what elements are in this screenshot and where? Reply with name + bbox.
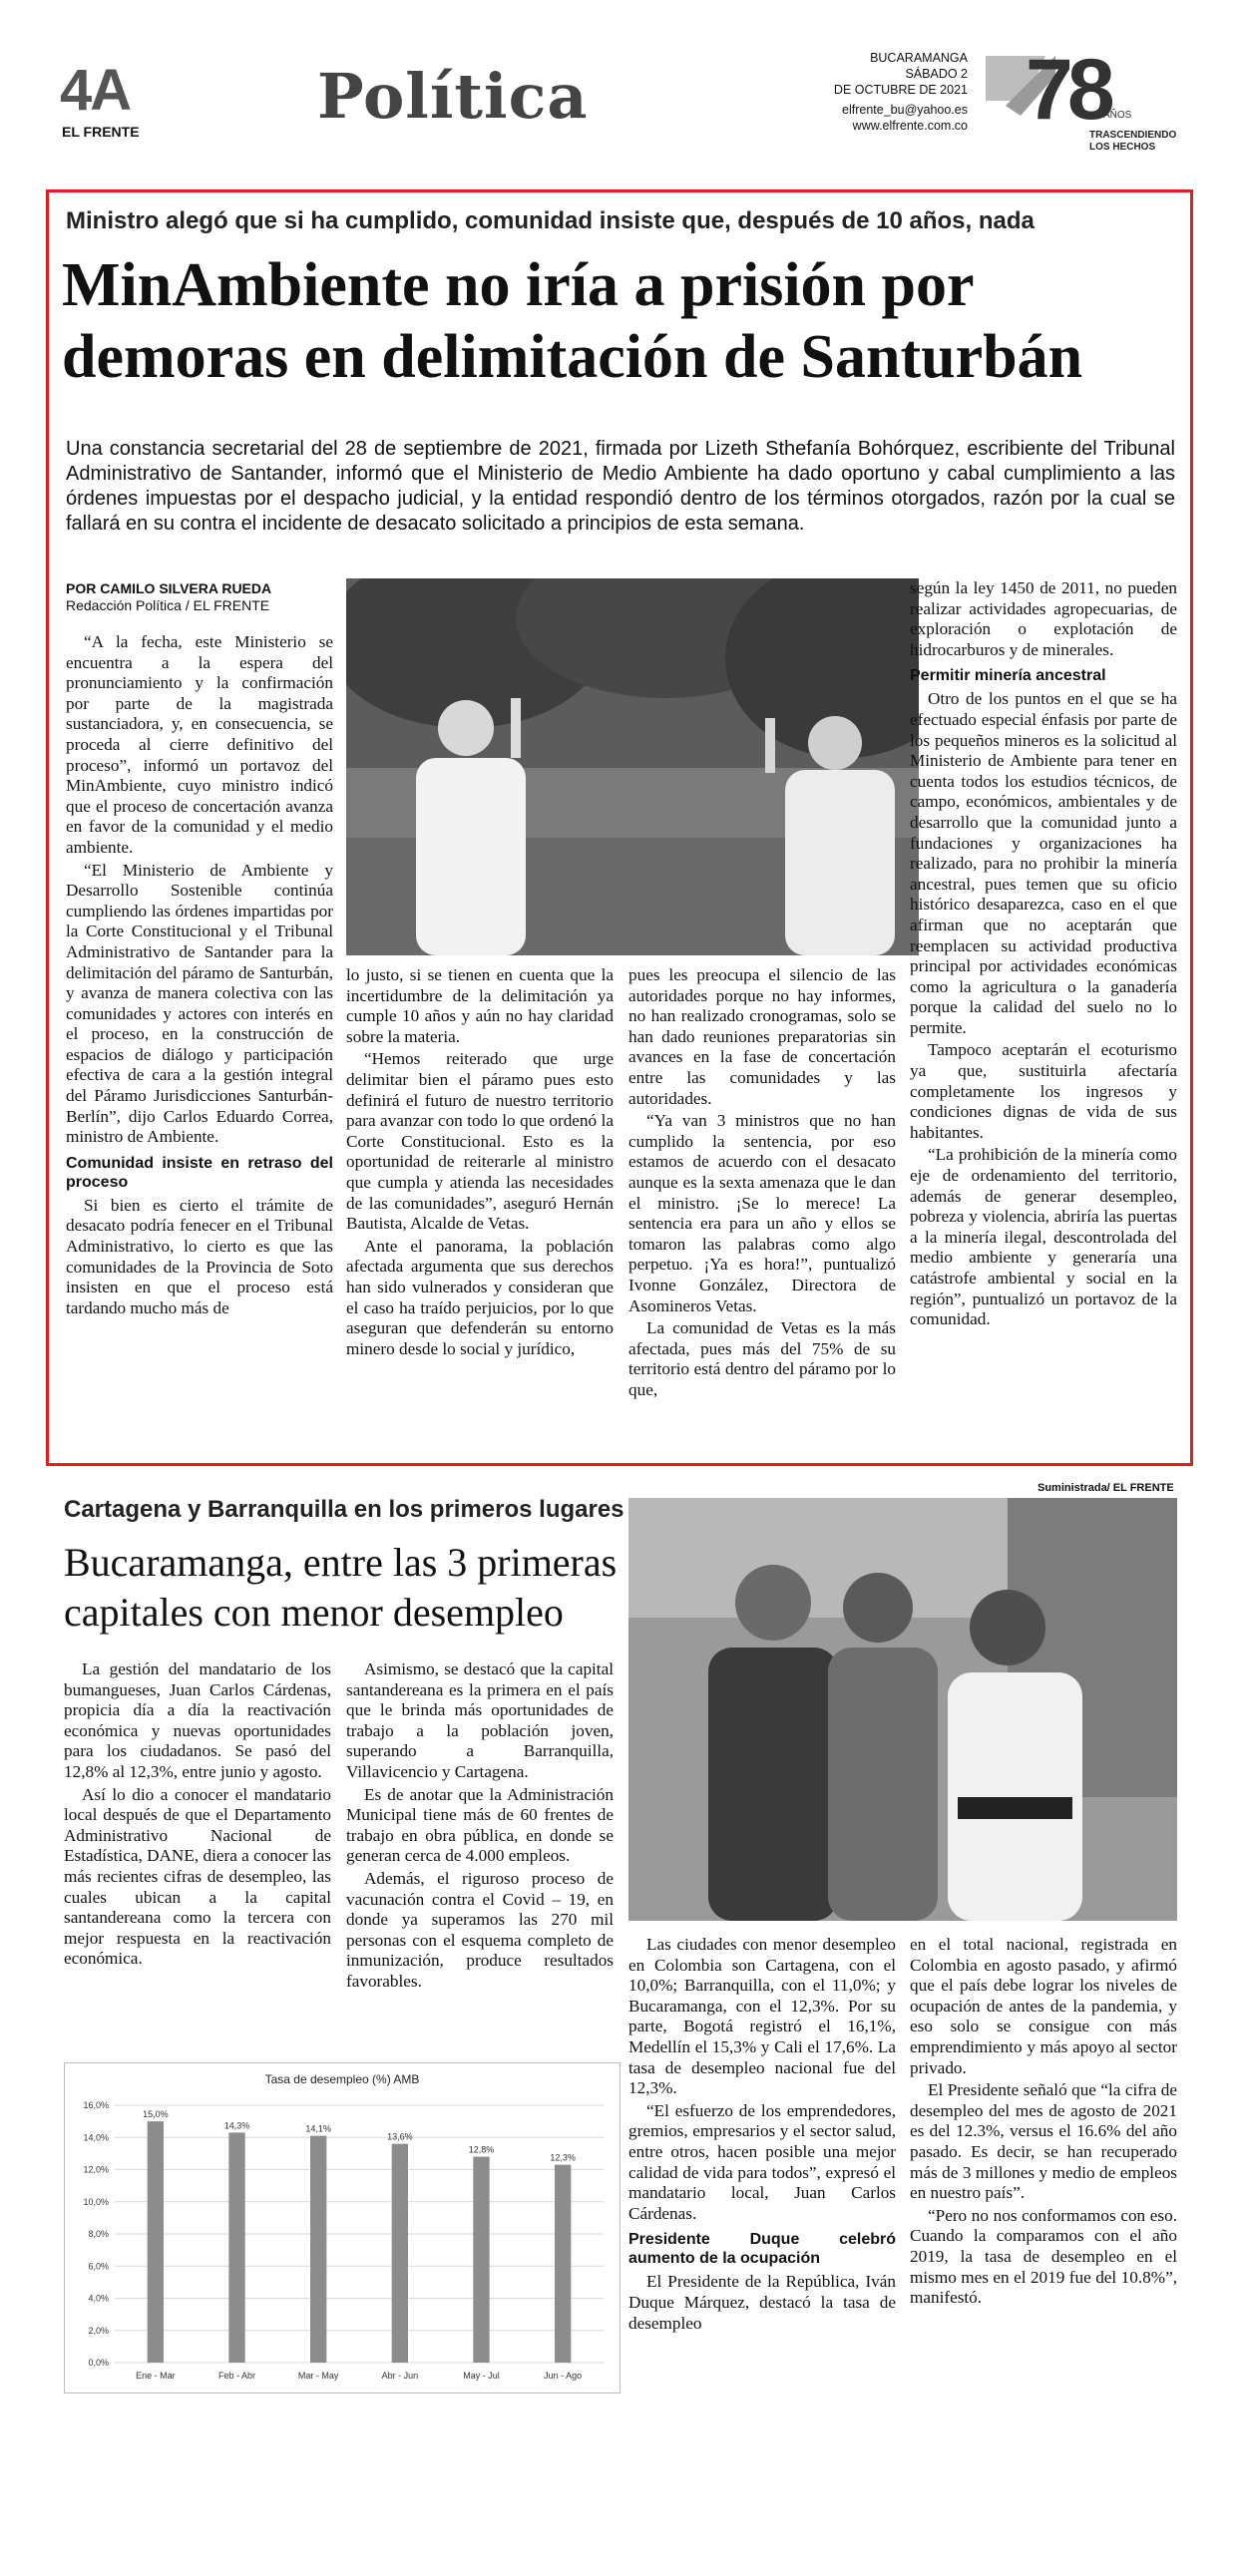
bar-data-label: 14,1% xyxy=(305,2123,331,2134)
x-tick-label: Abr - Jun xyxy=(381,2371,419,2381)
bar-data-label: 12,8% xyxy=(468,2144,495,2155)
date-line-1: SÁBADO 2 xyxy=(905,67,968,81)
x-tick-label: Mar - May xyxy=(297,2371,339,2381)
paragraph: “El esfuerzo de los emprendedores, gremios, empresarios y el sector salud, entre otros, hacen posible una mejor calidad de vida para todos”, expresó el mandatario local, Juan Carlos Cárdenas. xyxy=(628,2100,896,2223)
bar-data-label: 15,0% xyxy=(143,2109,169,2120)
bar xyxy=(555,2165,571,2363)
bar-data-label: 13,6% xyxy=(387,2131,413,2142)
anniversary-slogan-1: TRASCENDIENDO xyxy=(1089,130,1177,141)
second-headline-line-1: Bucaramanga, entre las 3 primeras xyxy=(64,1540,618,1585)
chart-svg xyxy=(65,2063,620,2392)
paragraph: “La prohibición de la minería como eje de ordenamiento del territorio, además de generar desempleo, pobreza y violencia, abriría las puertas a la minería ilegal, descontrolada del medio ambiente y generaría una catástrofe ambiental y social en la región”, puntualizó un portavoz de la comunidad. xyxy=(910,1145,1177,1329)
paragraph: “Hemos reiterado que urge delimitar bien el páramo pues esto definirá el futuro de nuestro territorio para avanzar con todo lo que ordenó la Corte Constitucional. Esto es la oportunidad de reiterarle al ministro que cumpla y atienda las necesidades de las comunidades”, aseguró Hernán Bautista, Alcalde de Vetas. xyxy=(346,1049,614,1234)
bar xyxy=(148,2121,164,2363)
anniversary-logo xyxy=(986,42,1185,156)
y-tick-label: 10,0% xyxy=(83,2196,109,2207)
paragraph: Otro de los puntos en el que se ha efectuado especial énfasis por parte de los pequeños mineros es la solicitud al Ministerio de Ambiente para tener en cuenta todos los estudios técnicos, de campo, económicos, ambientales y de desarrollo que la comunidad junto a fundaciones y organizaciones ha realizado, para no prohibir la minería ancestral, pues temen que su oficio histórico desaparezca, caso en el que afirman que no aceptarán que reemplacen su actividad productiva principal por actividades económicas como la agricultura o la ganadería porque la calidad del suelo no lo permite. xyxy=(910,689,1177,1037)
paragraph: El Presidente de la República, Iván Duque Márquez, destacó la tasa de desempleo xyxy=(628,2272,896,2333)
bar xyxy=(392,2144,408,2363)
page-number: 4A xyxy=(60,58,131,123)
paragraph: Es de anotar que la Administración Municipal tiene más de 60 frentes de trabajo en obra pública, en donde se generan cerca de 4.000 empleos. xyxy=(346,1784,614,1866)
second-column-d xyxy=(910,1935,1177,2311)
paragraph: Las ciudades con menor desempleo en Colombia son Cartagena, con el 10,0%; Barranquilla, con el 11,0%; y Bucaramanga, con el 12,3%. Por su parte, Bogotá registró el 16,1%, Medellín el 15,3% y Cali el 17,6%. La tasa de desempleo nacional fue del 12,3%. xyxy=(628,1935,896,2098)
y-tick-label: 4,0% xyxy=(88,2293,109,2304)
lead-column-1 xyxy=(66,632,333,1320)
y-tick-label: 12,0% xyxy=(83,2164,109,2175)
bar xyxy=(228,2132,244,2363)
paragraph: pues les preocupa el silencio de las autoridades porque no hay informes, no han realizado cronogramas, solo se han dado reuniones preparatorias sin avances en la fase de concertación entre las comunidades y las autoridades. xyxy=(628,965,896,1108)
second-column-a xyxy=(64,1659,331,1972)
lead-summary: Una constancia secretarial del 28 de septiembre de 2021, firmada por Lizeth Sthefanía Bohórquez, escribiente del Tribunal Administrativo de Santander, informó que el Ministerio de Medio Ambiente ha dado oportuno y cabal cumplimiento a las órdenes impuestas por el despacho judicial, y la entidad respondió dentro de los términos otorgados, razón por la cual se fallará en su contra el incidente de desacato solicitado a principios de esta semana. xyxy=(66,438,1175,535)
paragraph: Si bien es cierto el trámite de desacato podría fenecer en el Tribunal Administrativo, lo cierto es que las comunidades de la Provincia de Soto insisten en que el proceso está tardando mucho más de xyxy=(66,1195,333,1317)
paragraph: lo justo, si se tienen en cuenta que la incertidumbre de la delimitación ya cumple 10 años y aún no hay claridad sobre la materia. xyxy=(346,965,614,1046)
section-title: Política xyxy=(317,60,589,133)
lead-byline xyxy=(66,580,333,614)
anniversary-number: 78 xyxy=(1026,42,1109,138)
paragraph: “A la fecha, este Ministerio se encuentra a la espera del pronunciamiento y la confirmación por parte de la magistrada sustanciadora, y, en consecuencia, se proceda al cierre definitivo del proceso”, informó un portavoz del MinAmbiente, cuyo ministro indicó que el proceso de concertación avanza en favor de la comunidad y el medio ambiente. xyxy=(66,632,333,857)
paragraph: Ante el panorama, la población afectada argumenta que sus derechos han sido vulnerados y consideran que el caso ha traído perjuicios, por lo que aseguran que defenderán su entorno minero desde lo social y jurídico, xyxy=(346,1236,614,1358)
bar-data-label: 12,3% xyxy=(550,2152,576,2163)
photo-credit: Suministrada/ EL FRENTE xyxy=(1037,1482,1174,1494)
anniversary-word: AÑOS xyxy=(1103,110,1132,121)
chart-title: Tasa de desempleo (%) AMB xyxy=(264,2072,420,2086)
paragraph: La gestión del mandatario de los bumangueses, Juan Carlos Cárdenas, propicia día a día la reactivación económica y nuevas oportunidades para los ciudadanos. Se pasó del 12,8% al 12,3%, entre junio y agosto. xyxy=(64,1659,331,1781)
city: BUCARAMANGA xyxy=(870,51,968,65)
lead-column-2 xyxy=(346,965,614,1361)
paragraph: Así lo dio a conocer el mandatario local después de que el Departamento Administrativo Nacional de Estadística, DANE, diera a conocer las más recientes cifras de desempleo, las cuales ubican a la capital santandereana como la tercera con mejor respuesta en la reactivación económica. xyxy=(64,1784,331,1969)
bar xyxy=(473,2157,489,2363)
paragraph: La comunidad de Vetas es la más afectada, pues más del 75% de su territorio está dentro del páramo por lo que, xyxy=(628,1318,896,1399)
paper-name: EL FRENTE xyxy=(62,124,140,140)
lead-column-3 xyxy=(628,965,896,1402)
paragraph: Asimismo, se destacó que la capital santandereana es la primera en el país que le brinda más oportunidades de trabajo a la población joven, superando a Barranquilla, Villavicencio y Cartagena. xyxy=(346,1659,614,1781)
second-headline-line-2: capitales con menor desempleo xyxy=(64,1590,564,1635)
paragraph: “Pero no nos conformamos con eso. Cuando la comparamos con el año 2019, la tasa de desempleo en el mismo mes en el 2019 fue del 10.8%”, manifestó. xyxy=(910,2205,1177,2308)
website: www.elfrente.com.co xyxy=(852,119,968,133)
masthead-info xyxy=(818,50,968,134)
photo-women-market-icon xyxy=(628,1498,1177,1921)
lead-headline xyxy=(62,249,1179,393)
y-tick-label: 6,0% xyxy=(88,2261,109,2272)
lead-photo xyxy=(346,578,919,955)
x-tick-label: Feb - Abr xyxy=(217,2371,256,2381)
unemployment-chart xyxy=(64,2062,621,2393)
lead-headline-line-2: demoras en delimitación de Santurbán xyxy=(62,323,1083,391)
second-photo xyxy=(628,1498,1177,1921)
second-kicker: Cartagena y Barranquilla en los primeros lugares xyxy=(64,1496,624,1523)
y-tick-label: 2,0% xyxy=(88,2325,109,2336)
second-column-c xyxy=(628,1935,896,2336)
y-tick-label: 14,0% xyxy=(83,2132,109,2143)
paragraph: en el total nacional, registrada en Colombia en agosto pasado, y afirmó que el país debe lograr los niveles de ocupación de antes de la pandemia, y eso solo se consigue con más emprendimiento y más apoyo al sector privado. xyxy=(910,1935,1177,2077)
subheading: Permitir minería ancestral xyxy=(910,667,1106,685)
x-tick-label: Ene - Mar xyxy=(136,2371,176,2381)
anniversary-slogan-2: LOS HECHOS xyxy=(1089,142,1156,153)
email: elfrente_bu@yahoo.es xyxy=(842,103,968,117)
paragraph: “Ya van 3 ministros que no han cumplido la sentencia, por eso estamos de acuerdo con el desacato aunque es la sexta amenaza que le dan el ministro. ¡Se lo merece! La sentencia era para un año y ellos se tomaron las palabras como algo perpetuo. ¡Ya es hora!”, puntualizó Ivonne González, Directora de Asomineros Vetas. xyxy=(628,1111,896,1315)
bar-data-label: 14,3% xyxy=(223,2120,250,2131)
byline-desk: Redacción Política / EL FRENTE xyxy=(66,597,270,613)
bar xyxy=(310,2136,326,2363)
lead-column-4 xyxy=(910,578,1177,1332)
photo-ministers-oath-icon xyxy=(346,578,919,955)
lead-kicker: Ministro alegó que si ha cumplido, comunidad insiste que, después de 10 años, nada xyxy=(66,207,1035,234)
second-headline xyxy=(64,1538,622,1638)
second-column-b xyxy=(346,1659,614,1995)
paragraph: según la ley 1450 de 2011, no pueden realizar actividades agropecuarias, de exploración o explotación de hidrocarburos y de minerales. xyxy=(910,578,1177,659)
subheading: Comunidad insiste en retraso del proceso xyxy=(66,1154,333,1191)
paragraph: Además, el riguroso proceso de vacunación contra el Covid – 19, en donde ya superamos las 270 mil personas con el esquema completo de inmunización, produce resultados favorables. xyxy=(346,1868,614,1991)
y-tick-label: 16,0% xyxy=(83,2100,109,2110)
x-tick-label: Jun - Ago xyxy=(544,2371,583,2381)
paragraph: Tampoco aceptarán el ecoturismo ya que, sustituirla afectaría completamente los ingresos y condiciones dignas de vida de sus habitantes. xyxy=(910,1040,1177,1142)
byline-author: POR CAMILO SILVERA RUEDA xyxy=(66,580,272,596)
y-tick-label: 0,0% xyxy=(88,2358,109,2368)
paragraph: “El Ministerio de Ambiente y Desarrollo Sostenible continúa cumpliendo las órdenes impartidas por la Corte Constitucional y el Tribunal Administrativo de Santander para la delimitación del páramo de Santurbán, y avanza de manera colectiva con las comunidades y actores con interés en el proceso, en la construcción de espacios de diálogo y participación efectiva de cara a la gestión integral del Páramo Jurisdicciones Santurbán-Berlín”, dijo Carlos Eduardo Correa, ministro de Ambiente. xyxy=(66,860,333,1147)
y-tick-label: 8,0% xyxy=(88,2229,109,2239)
paragraph: El Presidente señaló que “la cifra de desempleo del mes de agosto de 2021 es del 12.3%, versus el 16.6% del año pasado. Es decir, se han recuperado más de 3 millones y medio de empleos en nuestro país”. xyxy=(910,2080,1177,2203)
x-tick-label: May - Jul xyxy=(463,2371,500,2381)
subheading: Presidente Duque celebró aumento de la ocupación xyxy=(628,2231,896,2268)
date-line-2: DE OCTUBRE DE 2021 xyxy=(833,83,968,97)
lead-headline-line-1: MinAmbiente no iría a prisión por xyxy=(62,251,975,319)
